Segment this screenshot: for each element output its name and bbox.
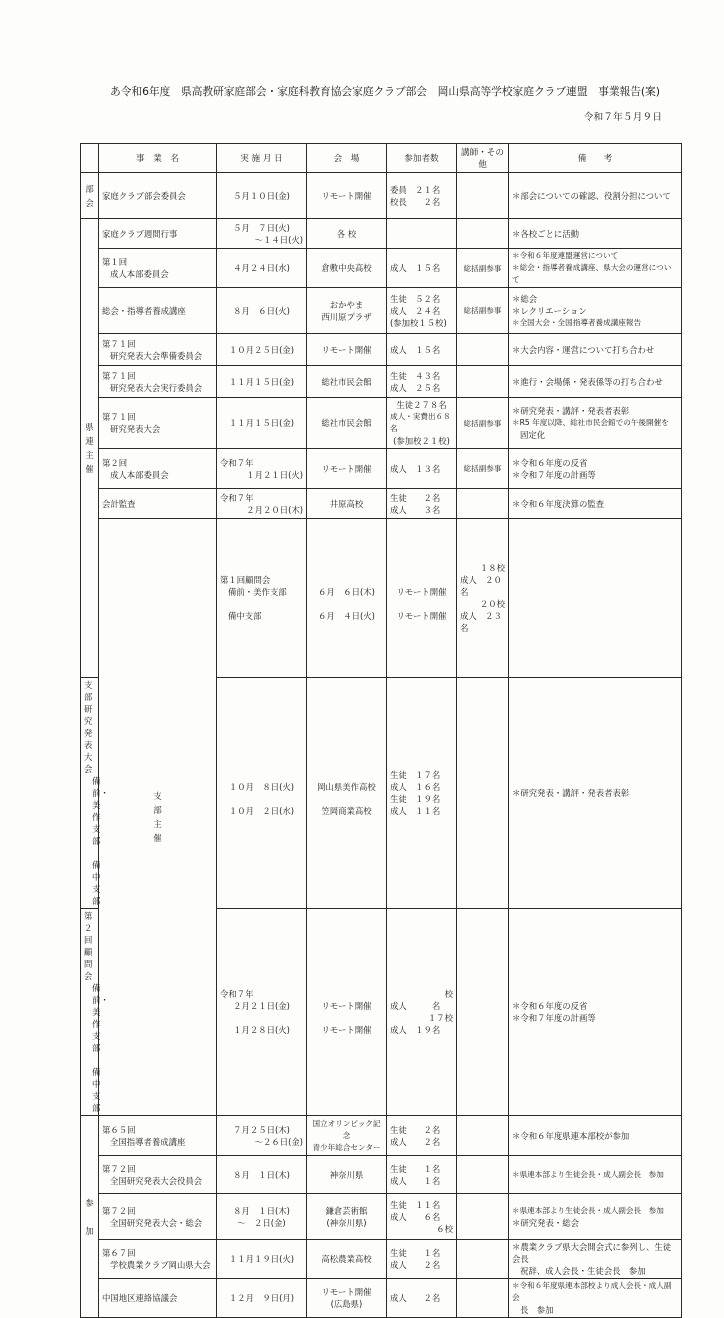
event-notes: ＊令和６年度の反省 ＊令和７年度の計画等 [509, 449, 682, 489]
event-participants: 委員 ２１名 校長 ２名 [387, 173, 457, 219]
report-table [80, 143, 682, 1318]
table-row [81, 249, 682, 288]
event-notes: ＊農業クラブ県大会開会式に参列し、生徒会長 祝辞、成人会長・生徒会長 参加 [509, 1240, 682, 1279]
event-date: １０月２５日(金) [217, 334, 307, 366]
event-venue: リモート開催 (広島県) [307, 1279, 387, 1318]
event-notes: ＊大会内容・運営について打ち合わせ [509, 334, 682, 366]
header-notes: 備 考 [509, 144, 682, 173]
event-participants: 生徒 ４３名 成人 ２５名 [387, 366, 457, 398]
event-participants: 生徒２７８名 成人・実費出６８名 (参加校２１校) [387, 398, 457, 449]
event-name: 第７１回 研究発表大会 [99, 398, 217, 449]
event-venue: 総社市民会館 [307, 398, 387, 449]
event-name: 会計監査 [99, 489, 217, 519]
table-row [81, 219, 682, 249]
corner-cell [81, 144, 99, 173]
event-other [457, 366, 509, 398]
table-row [81, 1279, 682, 1318]
event-venue: リモート開催 リモート開催 [387, 519, 457, 678]
event-venue: 各 校 [307, 219, 387, 249]
event-participants: 生徒 ２名 成人 ３名 [387, 489, 457, 519]
event-notes: ＊部会についての確認、役割分担について [509, 173, 682, 219]
event-venue: 神奈川県 [307, 1156, 387, 1194]
event-name: 中国地区連絡協議会 [99, 1279, 217, 1318]
event-participants: 生徒 ５２名 成人 ２４名 (参加校１５校) [387, 288, 457, 334]
header-participants: 参加者数 [387, 144, 457, 173]
event-participants: 生徒 ２名 成人 ２名 [387, 1116, 457, 1156]
event-participants: 生徒 １名 成人 １名 [387, 1156, 457, 1194]
event-venue: 倉敷中央高校 [307, 249, 387, 288]
table-row [81, 489, 682, 519]
table-row [81, 1116, 682, 1156]
event-other [457, 1116, 509, 1156]
event-other: 総括副参事 [457, 449, 509, 489]
table-row [81, 1156, 682, 1194]
event-participants: 成人 ２名 [387, 1279, 457, 1318]
category-kenren: 県 連 主 催 [81, 219, 99, 678]
event-participants: 生徒 １１名 成人 ６名 ６校 [387, 1194, 457, 1240]
event-participants: 成人 １５名 [387, 334, 457, 366]
event-name: 第７２回 全国研究発表大会役員会 [99, 1156, 217, 1194]
event-date: ６月 ６日(木) ６月 ４日(火) [307, 519, 387, 678]
category-bukai: 部 会 [81, 173, 99, 219]
event-notes: ＊研究発表・講評・発表者表彰 ＊R5 年度以降、総社市民会館での午後開催を 固定化 [509, 398, 682, 449]
event-venue: リモート開催 リモート開催 [307, 909, 387, 1116]
category-shibu: 支 部 主 催 [99, 519, 217, 1116]
event-notes: ＊各校ごとに活動 [509, 219, 682, 249]
event-participants [387, 219, 457, 249]
event-notes: ＊令和６年度県連本部校が参加 [509, 1116, 682, 1156]
event-venue: リモート開催 [307, 449, 387, 489]
event-name: 第６５回 全国指導者養成講座 [99, 1116, 217, 1156]
table-row [81, 449, 682, 489]
table-row [81, 288, 682, 334]
event-name: 第２回 成人本部委員会 [99, 449, 217, 489]
event-date: ５月１０日(金) [217, 173, 307, 219]
event-date: ７月２５日(木) ～２６日(金) [217, 1116, 307, 1156]
event-date: 令和７年 １月２１日(火) [217, 449, 307, 489]
table-row [81, 366, 682, 398]
table-row [81, 398, 682, 449]
event-notes: ＊県連本部より生徒会長・成人副会長 参加 ＊研究発表・総会 [509, 1194, 682, 1240]
header-lecturer-other: 講師・その他 [457, 144, 509, 173]
event-date: １１月１５日(金) [217, 398, 307, 449]
event-name: 第１回 成人本部委員会 [99, 249, 217, 288]
event-other [457, 1194, 509, 1240]
event-other [457, 678, 509, 909]
table-row [81, 1240, 682, 1279]
event-participants: 生徒 １名 成人 ２名 [387, 1240, 457, 1279]
event-participants: 校 成人 名 １７校 成人 １９名 [387, 909, 457, 1116]
event-other [457, 334, 509, 366]
event-name: 第１回顧問会 備前・美作支部 備中支部 [217, 519, 307, 678]
event-name: 第７２回 全国研究発表大会・総会 [99, 1194, 217, 1240]
event-notes: ＊進行・会場係・発表係等の打ち合わせ [509, 366, 682, 398]
event-venue: 岡山県美作高校 笠岡商業高校 [307, 678, 387, 909]
event-other [457, 1156, 509, 1194]
event-name: 総会・指導者養成講座 [99, 288, 217, 334]
event-name: 第７１回 研究発表大会実行委員会 [99, 366, 217, 398]
event-venue: 総社市民会館 [307, 366, 387, 398]
header-event-name: 事 業 名 [99, 144, 217, 173]
event-name: 家庭クラブ部会委員会 [99, 173, 217, 219]
header-date: 実 施 月 日 [217, 144, 307, 173]
event-venue: リモート開催 [307, 173, 387, 219]
event-other [457, 173, 509, 219]
event-name: 第２回顧問会 備前・美作支部 備中支部 [81, 909, 99, 1116]
event-venue: 国立オリンピック記念 青少年総合センター [307, 1116, 387, 1156]
event-date: １２月 ９日(月) [217, 1279, 307, 1318]
table-row [81, 519, 682, 678]
event-name: 家庭クラブ週間行事 [99, 219, 217, 249]
event-notes: ＊令和６年度連盟運営について ＊総会・指導者養成講座、県大会の運営について [509, 249, 682, 288]
event-date: ４月２４日(水) [217, 249, 307, 288]
table-row [81, 173, 682, 219]
event-date: ８月 ６日(火) [217, 288, 307, 334]
event-venue: 高松農業高校 [307, 1240, 387, 1279]
event-other [457, 219, 509, 249]
event-name: 支部研究発表大会 備前・美作支部 備中支部 [81, 678, 99, 909]
event-notes: ＊総会 ＊レクリエーション ＊全国大会・全国指導者養成講座報告 [509, 288, 682, 334]
event-notes: ＊令和６年度の反省 ＊令和７年度の計画等 [509, 909, 682, 1116]
event-notes: ＊研究発表・講評・発表者表彰 [509, 678, 682, 909]
event-participants: 成人 １３名 [387, 449, 457, 489]
table-row [81, 334, 682, 366]
document-title: あ令和6年度 県高教研家庭部会・家庭科教育協会家庭クラブ部会 岡山県高等学校家庭クラブ連盟 事業報告(案) [110, 85, 660, 98]
event-other [457, 1279, 509, 1318]
header-venue: 会 場 [307, 144, 387, 173]
event-venue: おかやま 西川原プラザ [307, 288, 387, 334]
event-other [457, 489, 509, 519]
event-date: 令和７年 ２月２１日(金) １月２８日(火) [217, 909, 307, 1116]
event-other [509, 519, 682, 678]
event-notes: ＊県連本部より生徒会長・成人副会長 参加 [509, 1156, 682, 1194]
event-date: 令和７年 ２月２０日(木) [217, 489, 307, 519]
event-venue: 井原高校 [307, 489, 387, 519]
event-venue: リモート開催 [307, 334, 387, 366]
event-participants: 成人 １５名 [387, 249, 457, 288]
event-other: 総括副参事 [457, 288, 509, 334]
table-row [81, 1194, 682, 1240]
event-venue: 鎌倉芸術館 (神奈川県) [307, 1194, 387, 1240]
event-notes: ＊令和６年度県連本部校より成人会長・成人副会 長 参加 [509, 1279, 682, 1318]
event-date: ８月 １日(木) ～ ２日(金) [217, 1194, 307, 1240]
event-date: １１月１９日(火) [217, 1240, 307, 1279]
event-date: １０月 ８日(火) １０月 ２日(水) [217, 678, 307, 909]
event-participants: １８校 成人 ２０名 ２０校 成人 ２３名 [457, 519, 509, 678]
event-name: 第６７回 学校農業クラブ岡山県大会 [99, 1240, 217, 1279]
document-date: 令和７年５月９日 [583, 112, 662, 123]
event-date: ８月 １日(木) [217, 1156, 307, 1194]
event-other [457, 909, 509, 1116]
category-sanka: 参 加 [81, 1116, 99, 1318]
event-notes: ＊令和６年度決算の監査 [509, 489, 682, 519]
event-name: 第７１回 研究発表大会準備委員会 [99, 334, 217, 366]
event-participants: 生徒 １７名 成人 １６名 生徒 １９名 成人 １１名 [387, 678, 457, 909]
event-other: 総括副参事 [457, 398, 509, 449]
event-date: １１月１５日(金) [217, 366, 307, 398]
event-other [457, 1240, 509, 1279]
table-header-row [81, 144, 682, 173]
event-date: ５月 ７日(火) ～１４日(火) [217, 219, 307, 249]
event-other: 総括副参事 [457, 249, 509, 288]
